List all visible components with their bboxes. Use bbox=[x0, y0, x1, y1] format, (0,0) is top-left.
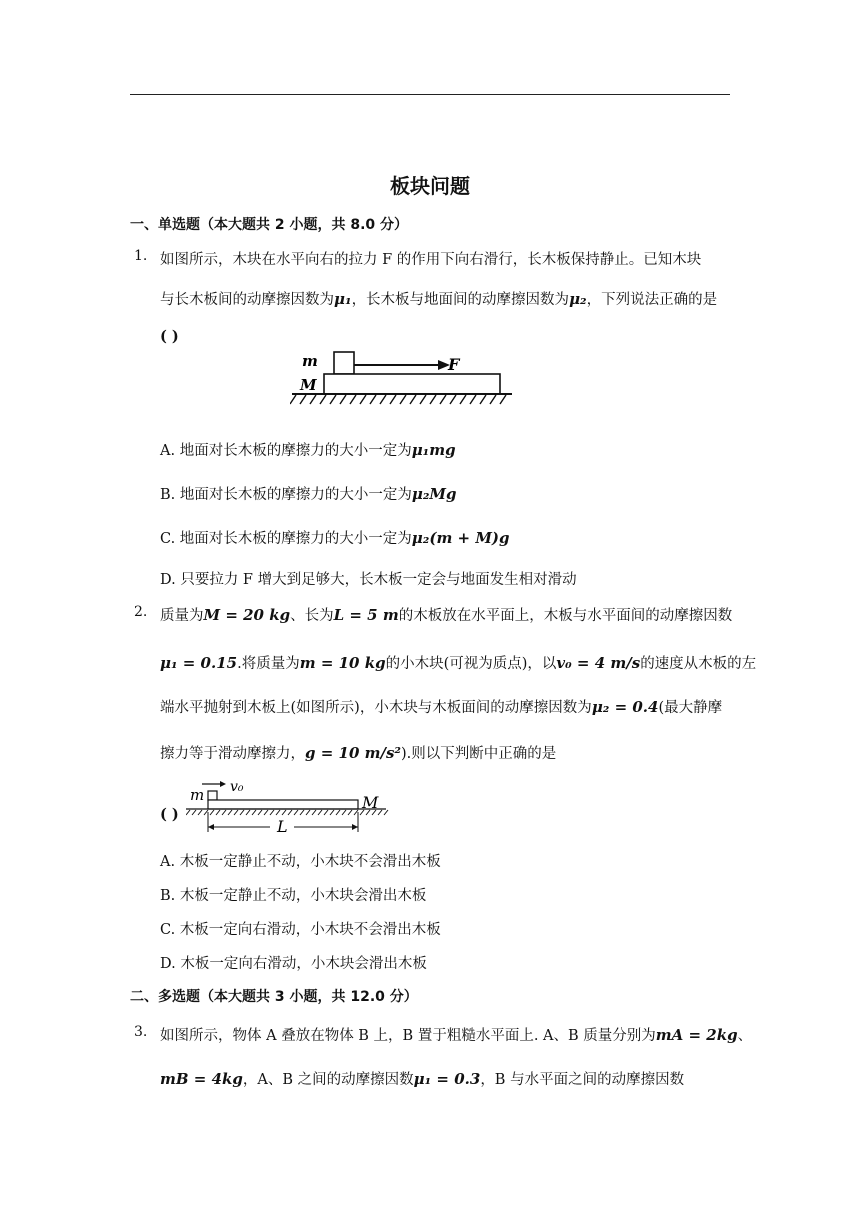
option-c: C. 木板一定向右滑动，小木块不会滑出木板 bbox=[160, 922, 441, 938]
question-text: 如图所示，木块在水平向右的拉力 F 的作用下向右滑行，长木板保持静止。已知木块 bbox=[160, 252, 702, 268]
section-heading-single-choice: 一、单选题（本大题共 2 小题，共 8.0 分） bbox=[130, 217, 409, 233]
math-mu1: μ₁ bbox=[334, 290, 352, 308]
label-m: m bbox=[302, 352, 318, 370]
block-m bbox=[334, 352, 354, 374]
question-number: 2. bbox=[134, 604, 148, 620]
question-number: 1. bbox=[134, 248, 148, 264]
question-text: 与长木板间的动摩擦因数为μ₁，长木板与地面间的动摩擦因数为μ₂，下列说法正确的是 bbox=[160, 290, 718, 308]
question-text: 质量为M = 20 kg、长为L = 5 m的木板放在水平面上，木板与水平面间的动摩擦因数 bbox=[160, 606, 733, 624]
ground-hatch bbox=[290, 395, 506, 404]
question-text: μ₁ = 0.15.将质量为m = 10 kg的小木块(可视为质点)，以v₀ = 4 m/s的速度从木板的左 bbox=[160, 654, 757, 672]
figure-block-on-board bbox=[290, 348, 520, 410]
block-m bbox=[208, 791, 217, 800]
answer-paren: ( ) bbox=[160, 806, 179, 823]
label-L: L bbox=[277, 817, 288, 836]
section-heading-multi-choice: 二、多选题（本大题共 3 小题，共 12.0 分） bbox=[130, 989, 418, 1005]
dim-arrow-left bbox=[208, 824, 214, 830]
figure-block-launch bbox=[186, 776, 396, 836]
label-m: m bbox=[190, 786, 205, 804]
label-F: F bbox=[448, 355, 460, 374]
label-M: M bbox=[362, 793, 379, 812]
option-b: B. 木板一定静止不动，小木块会滑出木板 bbox=[160, 888, 427, 904]
option-a: A. 木板一定静止不动，小木块不会滑出木板 bbox=[160, 854, 441, 870]
page-title: 板块问题 bbox=[390, 174, 470, 198]
label-M: M bbox=[300, 376, 317, 394]
option-c: C. 地面对长木板的摩擦力的大小一定为μ₂(m + M)g bbox=[160, 529, 510, 547]
board-M bbox=[208, 800, 358, 809]
board-M bbox=[324, 374, 500, 394]
arrowhead bbox=[220, 781, 226, 787]
math-mu2: μ₂ bbox=[569, 290, 587, 308]
option-a: A. 地面对长木板的摩擦力的大小一定为μ₁mg bbox=[160, 441, 456, 459]
header-rule bbox=[130, 94, 730, 95]
question-text: 擦力等于滑动摩擦力，g = 10 m/s²).则以下判断中正确的是 bbox=[160, 744, 557, 762]
option-d: D. 只要拉力 F 增大到足够大，长木板一定会与地面发生相对滑动 bbox=[160, 572, 577, 588]
dim-arrow-right bbox=[352, 824, 358, 830]
answer-paren: ( ) bbox=[160, 328, 179, 345]
question-text: mB = 4kg，A、B 之间的动摩擦因数μ₁ = 0.3，B 与水平面之间的动摩擦因数 bbox=[160, 1070, 685, 1088]
question-text: 如图所示，物体 A 叠放在物体 B 上，B 置于粗糙水平面上. A、B 质量分别为mA = 2kg、 bbox=[160, 1026, 753, 1044]
question-number: 3. bbox=[134, 1024, 148, 1040]
label-v0: v₀ bbox=[230, 779, 244, 795]
option-d: D. 木板一定向右滑动，小木块会滑出木板 bbox=[160, 956, 427, 972]
option-b: B. 地面对长木板的摩擦力的大小一定为μ₂Mg bbox=[160, 485, 457, 503]
question-text: 端水平抛射到木板上(如图所示)，小木块与木板面间的动摩擦因数为μ₂ = 0.4(最大静摩 bbox=[160, 698, 723, 716]
